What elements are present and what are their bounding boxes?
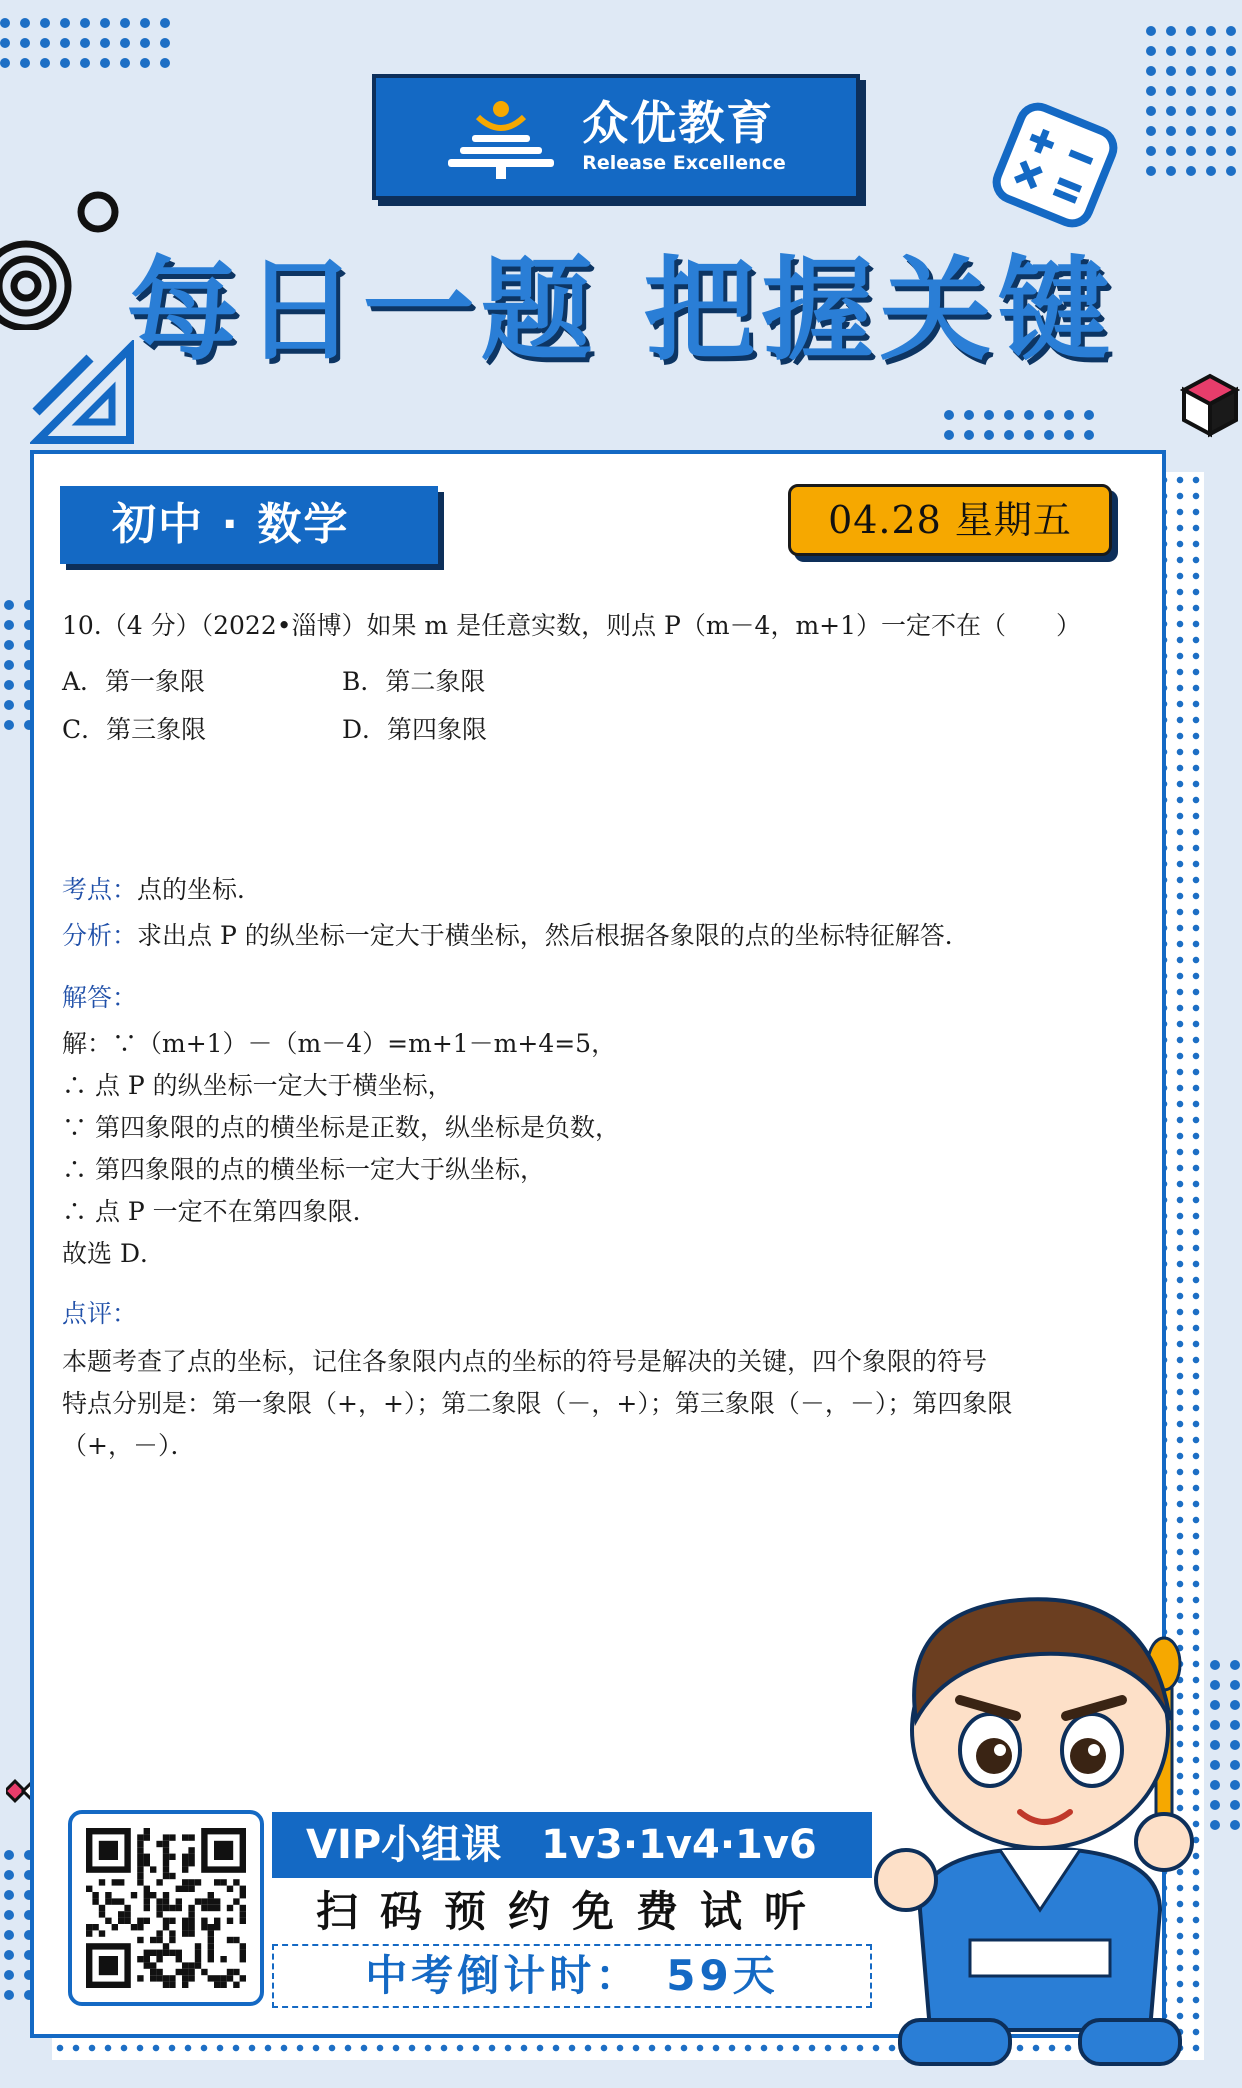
qr-code-pattern (72, 1814, 260, 2002)
scan-prompt: 扫码预约免费试听 (315, 1887, 828, 1936)
mascot-illustration (860, 1580, 1220, 2080)
solution-line: 解：∵（m+1）－（m－4）=m+1－m+4=5， (62, 1029, 617, 1058)
solution-line: ∴ 点 P 一定不在第四象限． (62, 1197, 378, 1226)
jieda-label: 解答： (62, 983, 138, 1012)
option-d: D．第四象限 (342, 715, 488, 744)
comment-line: 本题考查了点的坐标，记住各象限内点的坐标的符号是解决的关键，四个象限的符号 (62, 1347, 988, 1376)
option-b: B．第二象限 (342, 667, 486, 696)
option-c: C．第三象限 (62, 715, 207, 744)
subject-label: 初中 · 数学 (60, 486, 438, 564)
fenxi-row (62, 916, 970, 952)
date-badge: 04.28 星期五 (788, 484, 1112, 556)
kaodian-label: 考点： (62, 875, 138, 904)
brand-slogan: Release Excellence (582, 152, 786, 174)
decor-dots-mid-right (944, 410, 1094, 440)
comment-line: 特点分别是：第一象限（+，+）；第二象限（－，+）；第三象限（－，－）；第四象限 (62, 1389, 1013, 1418)
decor-dots-top-right (1146, 26, 1236, 176)
solution-line: ∴ 点 P 的纵坐标一定大于横坐标， (62, 1071, 453, 1100)
vip-course-banner: VIP小组课 1v3·1v4·1v6 (272, 1812, 872, 1878)
cube-icon (1180, 372, 1240, 438)
brand-logo-icon (446, 95, 556, 179)
page-headline: 每日一题 把握关键 (126, 246, 1116, 376)
comment-line: （+，－）． (62, 1431, 196, 1460)
exam-countdown: 中考倒计时： 59天 (272, 1944, 872, 2008)
brand-logo (372, 74, 860, 200)
solution-line: ∴ 第四象限的点的横坐标一定大于纵坐标， (62, 1155, 545, 1184)
question-stem: 10.（4 分）（2022•淄博）如果 m 是任意实数，则点 P（m－4，m+1）一定不在（ ） (62, 611, 1082, 640)
brand-name: 众优教育 (582, 96, 775, 150)
calculator-icon (990, 100, 1120, 230)
decor-dots-top-left (0, 18, 170, 68)
solution-line: 故选 D． (62, 1239, 165, 1268)
qr-code[interactable] (68, 1810, 264, 2006)
kaodian-row (62, 870, 262, 906)
fenxi-label: 分析： (62, 921, 138, 950)
solution-line: ∵ 第四象限的点的横坐标是正数，纵坐标是负数， (62, 1113, 620, 1142)
option-a: A．第一象限 (62, 667, 206, 696)
dianping-label: 点评： (62, 1299, 138, 1328)
kaodian-text: 点的坐标． (137, 875, 263, 904)
fenxi-text: 求出点 P 的纵坐标一定大于横坐标，然后根据各象限的点的坐标特征解答． (137, 921, 970, 950)
